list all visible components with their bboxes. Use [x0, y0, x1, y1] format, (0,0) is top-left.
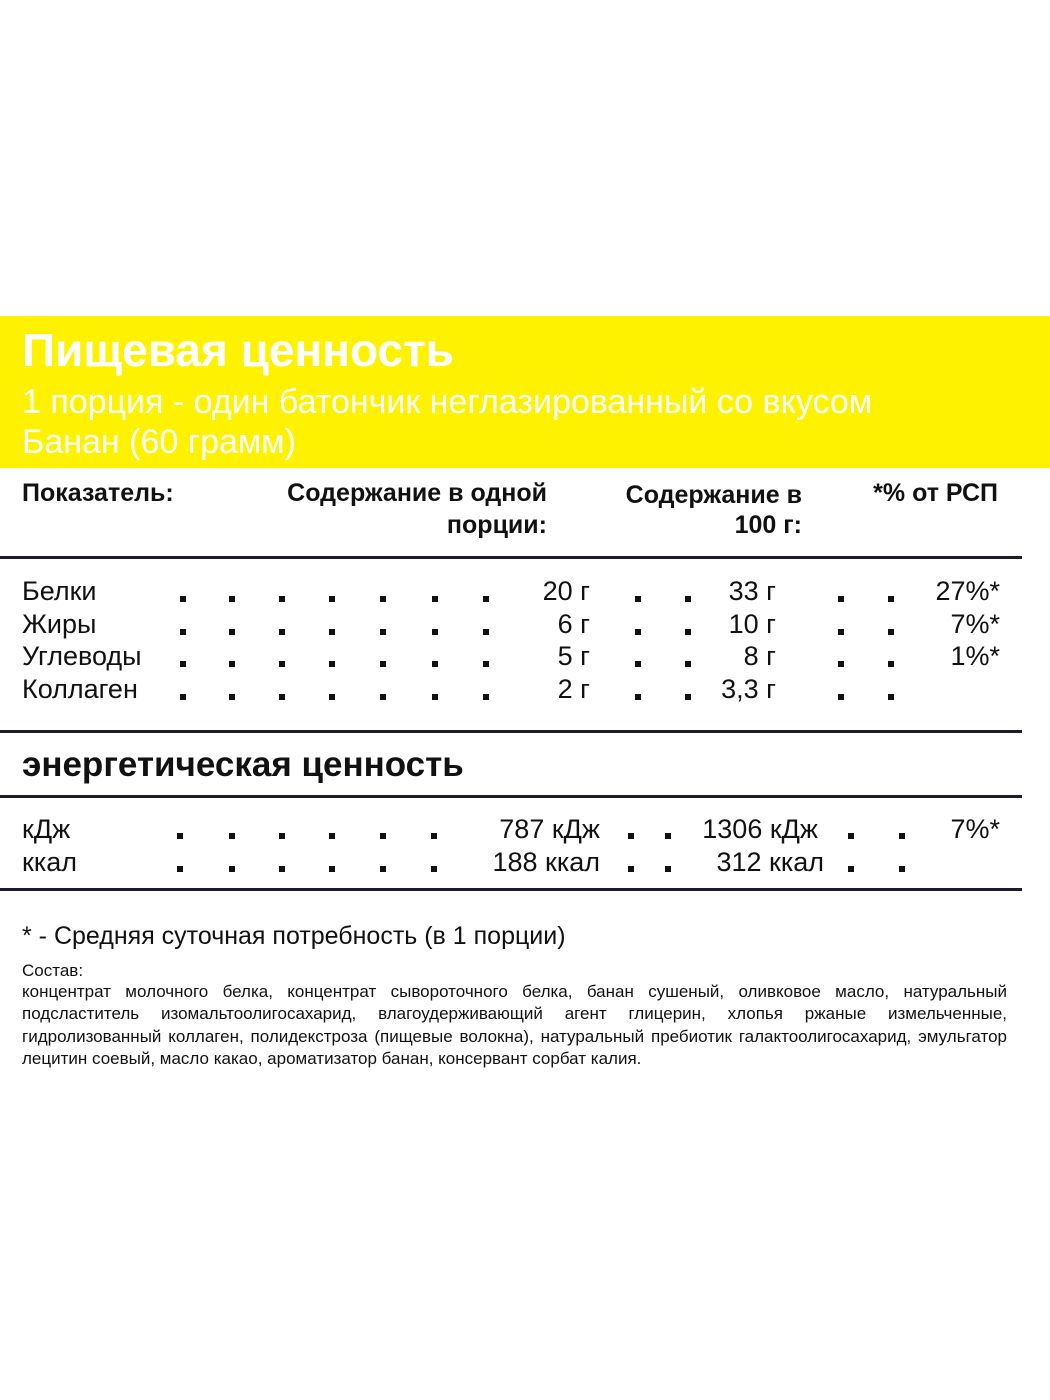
- energy-per100-kcal: 312 ккал: [716, 847, 824, 877]
- leader-dot: [431, 866, 437, 872]
- energy-serving-kj: 787 кДж: [499, 814, 600, 844]
- nutrient-name-collagen: Коллаген: [22, 674, 138, 704]
- leader-dot: [229, 596, 235, 602]
- leader-dot: [899, 866, 905, 872]
- nutrient-serving-carbs: 5 г: [557, 641, 590, 671]
- leader-dot: [180, 629, 186, 635]
- leader-dot: [431, 833, 437, 839]
- nutrient-serving-collagen: 2 г: [557, 674, 590, 704]
- leader-dot: [432, 694, 438, 700]
- nutrient-per100-collagen: 3,3 г: [721, 674, 776, 704]
- leader-dot: [838, 694, 844, 700]
- leader-dot: [229, 661, 235, 667]
- leader-dot: [329, 866, 335, 872]
- leader-dot: [635, 596, 641, 602]
- leader-dot: [329, 661, 335, 667]
- energy-title-divider: [0, 795, 1022, 798]
- leader-dot: [685, 596, 691, 602]
- energy-serving-kcal: 188 ккал: [492, 847, 600, 877]
- header-per-100g-line2: 100 г:: [734, 511, 802, 539]
- leader-dot: [329, 694, 335, 700]
- leader-dot: [888, 661, 894, 667]
- leader-dot: [229, 629, 235, 635]
- leader-dot: [180, 694, 186, 700]
- leader-dot: [329, 596, 335, 602]
- leader-dot: [177, 833, 183, 839]
- nutrient-name-carbs: Углеводы: [22, 641, 142, 671]
- energy-name-kj: кДж: [22, 814, 71, 844]
- leader-dot: [380, 694, 386, 700]
- nutrient-per100-protein: 33 г: [728, 576, 776, 606]
- leader-dot: [329, 833, 335, 839]
- leader-dot: [848, 833, 854, 839]
- leader-dot: [279, 866, 285, 872]
- leader-dot: [635, 661, 641, 667]
- leader-dot: [229, 866, 235, 872]
- leader-dot: [628, 833, 634, 839]
- header-per-100g-line1: Содержание в: [625, 481, 802, 509]
- leader-dot: [628, 866, 634, 872]
- energy-section-title: энергетическая ценность: [22, 745, 464, 784]
- leader-dot: [279, 661, 285, 667]
- nutrient-rsp-protein: 27%*: [935, 576, 1000, 606]
- energy-divider: [0, 888, 1022, 891]
- leader-dot: [685, 629, 691, 635]
- header-per-serving-line1: Содержание в одной: [287, 479, 547, 507]
- leader-dot: [685, 694, 691, 700]
- composition-text: концентрат молочного белка, концентрат сывороточного белка, банан сушеный, оливковое масло, натуральный подсластитель изомальтоолигосахарид, влагоудерживающий агент глицерин, хлопья ржаные измельченные, гидролизованный коллаген, полидекстроза (пищевые волокна), натуральный пребиотик галактоолигосахарид, эмульгатор лецитин соевый, масло какао, ароматизатор банан, консервант сорбат калия.: [22, 982, 1007, 1069]
- energy-per100-kj: 1306 кДж: [702, 814, 818, 844]
- leader-dot: [380, 596, 386, 602]
- leader-dot: [229, 694, 235, 700]
- leader-dot: [180, 596, 186, 602]
- leader-dot: [848, 866, 854, 872]
- composition-label: Состав:: [22, 961, 84, 980]
- leader-dot: [180, 661, 186, 667]
- leader-dot: [279, 694, 285, 700]
- leader-dot: [888, 694, 894, 700]
- leader-dot: [432, 629, 438, 635]
- leader-dot: [380, 661, 386, 667]
- header-percent-rsp: *% от РСП: [873, 479, 998, 507]
- leader-dot: [899, 833, 905, 839]
- leader-dot: [380, 866, 386, 872]
- nutrient-rsp-fat: 7%*: [950, 609, 1000, 639]
- leader-dot: [380, 833, 386, 839]
- leader-dot: [279, 596, 285, 602]
- header-indicator: Показатель:: [22, 479, 174, 507]
- leader-dot: [177, 866, 183, 872]
- leader-dot: [838, 629, 844, 635]
- leader-dot: [665, 866, 671, 872]
- leader-dot: [665, 833, 671, 839]
- nutrient-name-fat: Жиры: [22, 609, 97, 639]
- energy-name-kcal: ккал: [22, 847, 77, 877]
- leader-dot: [888, 596, 894, 602]
- leader-dot: [635, 694, 641, 700]
- leader-dot: [483, 596, 489, 602]
- page-title: Пищевая ценность: [22, 324, 454, 376]
- leader-dot: [483, 661, 489, 667]
- serving-description-line1: 1 порция - один батончик неглазированный со вкусом: [22, 383, 873, 421]
- leader-dot: [483, 629, 489, 635]
- leader-dot: [432, 661, 438, 667]
- leader-dot: [432, 596, 438, 602]
- energy-rsp-kj: 7%*: [950, 814, 1000, 844]
- nutrient-rsp-carbs: 1%*: [950, 641, 1000, 671]
- leader-dot: [279, 629, 285, 635]
- rsp-footnote: * - Средняя суточная потребность (в 1 порции): [22, 922, 566, 950]
- nutrient-per100-fat: 10 г: [728, 609, 776, 639]
- leader-dot: [838, 661, 844, 667]
- leader-dot: [329, 629, 335, 635]
- leader-dot: [838, 596, 844, 602]
- leader-dot: [380, 629, 386, 635]
- serving-description-line2: Банан (60 грамм): [22, 423, 297, 461]
- nutrient-per100-carbs: 8 г: [743, 641, 776, 671]
- nutrient-serving-fat: 6 г: [557, 609, 590, 639]
- header-per-serving-line2: порции:: [446, 511, 547, 539]
- nutrient-serving-protein: 20 г: [542, 576, 590, 606]
- header-divider: [0, 556, 1022, 559]
- leader-dot: [685, 661, 691, 667]
- leader-dot: [279, 833, 285, 839]
- nutrient-name-protein: Белки: [22, 576, 97, 606]
- leader-dot: [483, 694, 489, 700]
- leader-dot: [888, 629, 894, 635]
- nutrients-divider: [0, 730, 1022, 733]
- leader-dot: [635, 629, 641, 635]
- leader-dot: [229, 833, 235, 839]
